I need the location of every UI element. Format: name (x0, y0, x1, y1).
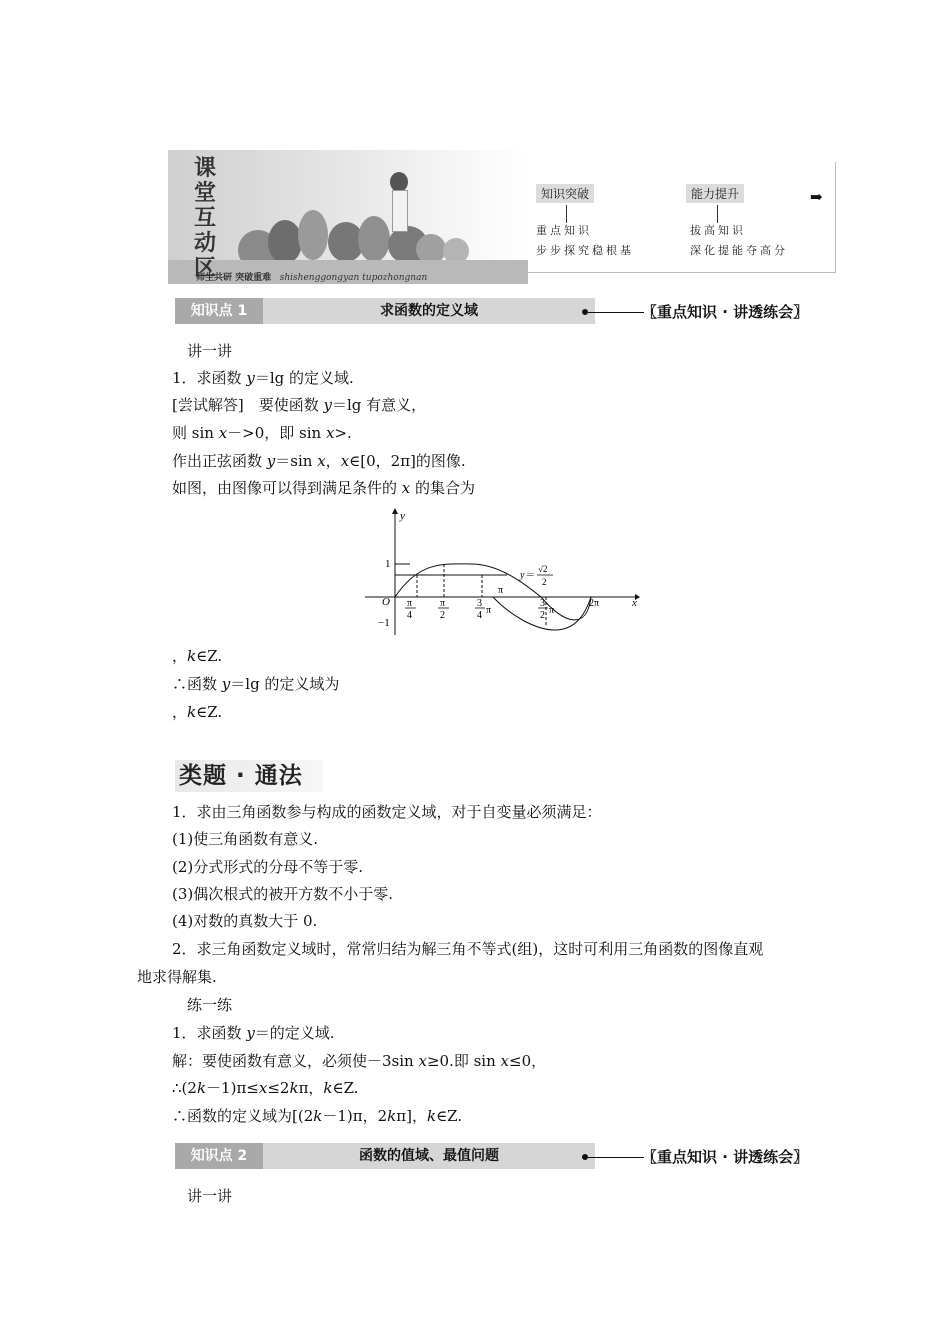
tick-3pi4-den: 4 (477, 610, 482, 621)
section-badge: 〖重点知识 · 讲透练会〗 (642, 303, 809, 321)
lecture-label-2: 讲一讲 (187, 1187, 233, 1205)
tick-pi2-num: π (440, 598, 446, 609)
tag-ability-improvement: 能力提升 (686, 184, 744, 203)
method-p2-line1: 2．求三角函数定义域时，常常归结为解三角不等式(组)，这时可利用三角函数的图像直观 (172, 940, 764, 958)
practice-solution-2: ∴(2k－1)π≤x≤2kπ，k∈Z. (172, 1079, 359, 1097)
method-item-2: (2)分式形式的分母不等于零. (172, 858, 364, 876)
answer-set-line: ，k∈Z. (172, 647, 223, 665)
method-item-4: (4)对数的真数大于 0. (172, 912, 318, 930)
tick-label-neg1: −1 (378, 617, 390, 629)
arrow-right-icon: ➡ (810, 188, 823, 206)
stem-right (717, 205, 718, 223)
method-p2-line2: 地求得解集. (137, 968, 217, 986)
stem-left (566, 205, 567, 223)
tick-pi4-den: 4 (407, 610, 412, 621)
section-rule (588, 1157, 644, 1158)
banner-subtitle: 师生共研 突破重难 shishenggongyan tupozhongnan (196, 273, 428, 283)
tag-knowledge-breakthrough: 知识突破 (536, 184, 594, 203)
practice-question: 1．求函数 y＝的定义域. (172, 1024, 335, 1042)
y-axis-label: y (400, 510, 405, 522)
section-title: 函数的值域、最值问题 (359, 1148, 499, 1164)
tick-3pi2-num: 3 (540, 598, 545, 609)
method-item-3: (3)偶次根式的被开方数不小于零. (172, 885, 394, 903)
answer-line-2: 则 sin x－>0，即 sin x>. (172, 424, 352, 442)
tick-3pi2-den: 2 (540, 610, 545, 621)
tick-3pi4-pi: π (486, 605, 492, 616)
section-title: 求函数的定义域 (380, 303, 478, 319)
section-header-2 (175, 1143, 595, 1169)
answer-domain-line: ，k∈Z. (172, 703, 223, 721)
right-line-1: 拔高知识 (690, 224, 746, 237)
answer-line-3: 作出正弦函数 y＝sin x，x∈[0，2π]的图像. (172, 452, 466, 470)
right-line-2: 深化提能夺高分 (690, 244, 788, 257)
sine-graph (360, 505, 645, 640)
banner-info-box (524, 162, 836, 273)
banner-title: 课 堂 互 动 区 (193, 156, 216, 281)
section-tag: 知识点 1 (175, 298, 263, 324)
tick-3pi4-num: 3 (477, 598, 482, 609)
banner (168, 150, 836, 284)
answer-line-1: [尝试解答] 要使函数 y＝lg 有意义， (172, 396, 427, 414)
practice-solution-1: 解：要使函数有意义，必须使－3sin x≥0.即 sin x≤0， (172, 1052, 547, 1070)
sine-curve (395, 564, 591, 620)
answer-conclusion: ∴函数 y＝lg 的定义域为 (172, 675, 340, 693)
question-1: 1．求函数 y＝lg 的定义域. (172, 369, 354, 387)
tick-label-1: 1 (385, 558, 391, 570)
line-label-y: y＝ (520, 570, 535, 581)
section-tag: 知识点 2 (175, 1143, 263, 1169)
y-axis-arrow (392, 508, 398, 514)
practice-solution-3: ∴函数的定义域为[(2k－1)π，2kπ]，k∈Z. (172, 1107, 463, 1125)
method-heading: 类题 · 通法 (175, 760, 323, 792)
origin-label: O (382, 596, 390, 608)
x-axis-label: x (632, 597, 637, 609)
practice-label: 练一练 (187, 996, 233, 1014)
method-item-1: (1)使三角函数有意义. (172, 830, 319, 848)
line-label-num: √2 (538, 564, 548, 574)
method-p1: 1．求由三角函数参与构成的函数定义域，对于自变量必须满足： (172, 803, 602, 821)
answer-line-4: 如图，由图像可以得到满足条件的 x 的集合为 (172, 479, 476, 497)
section-rule (588, 312, 644, 313)
tick-pi: π (498, 585, 504, 596)
tick-2pi: 2π (589, 598, 600, 609)
section-header-1 (175, 298, 595, 324)
lecture-label: 讲一讲 (187, 342, 233, 360)
tick-pi2-den: 2 (440, 610, 445, 621)
section-badge: 〖重点知识 · 讲透练会〗 (642, 1148, 809, 1166)
tick-pi4-num: π (407, 598, 413, 609)
line-label-den: 2 (542, 577, 547, 587)
banner-photo (168, 150, 528, 284)
left-line-2: 步步探究稳根基 (536, 244, 634, 257)
tick-3pi2-pi: π (549, 605, 555, 616)
left-line-1: 重点知识 (536, 224, 592, 237)
